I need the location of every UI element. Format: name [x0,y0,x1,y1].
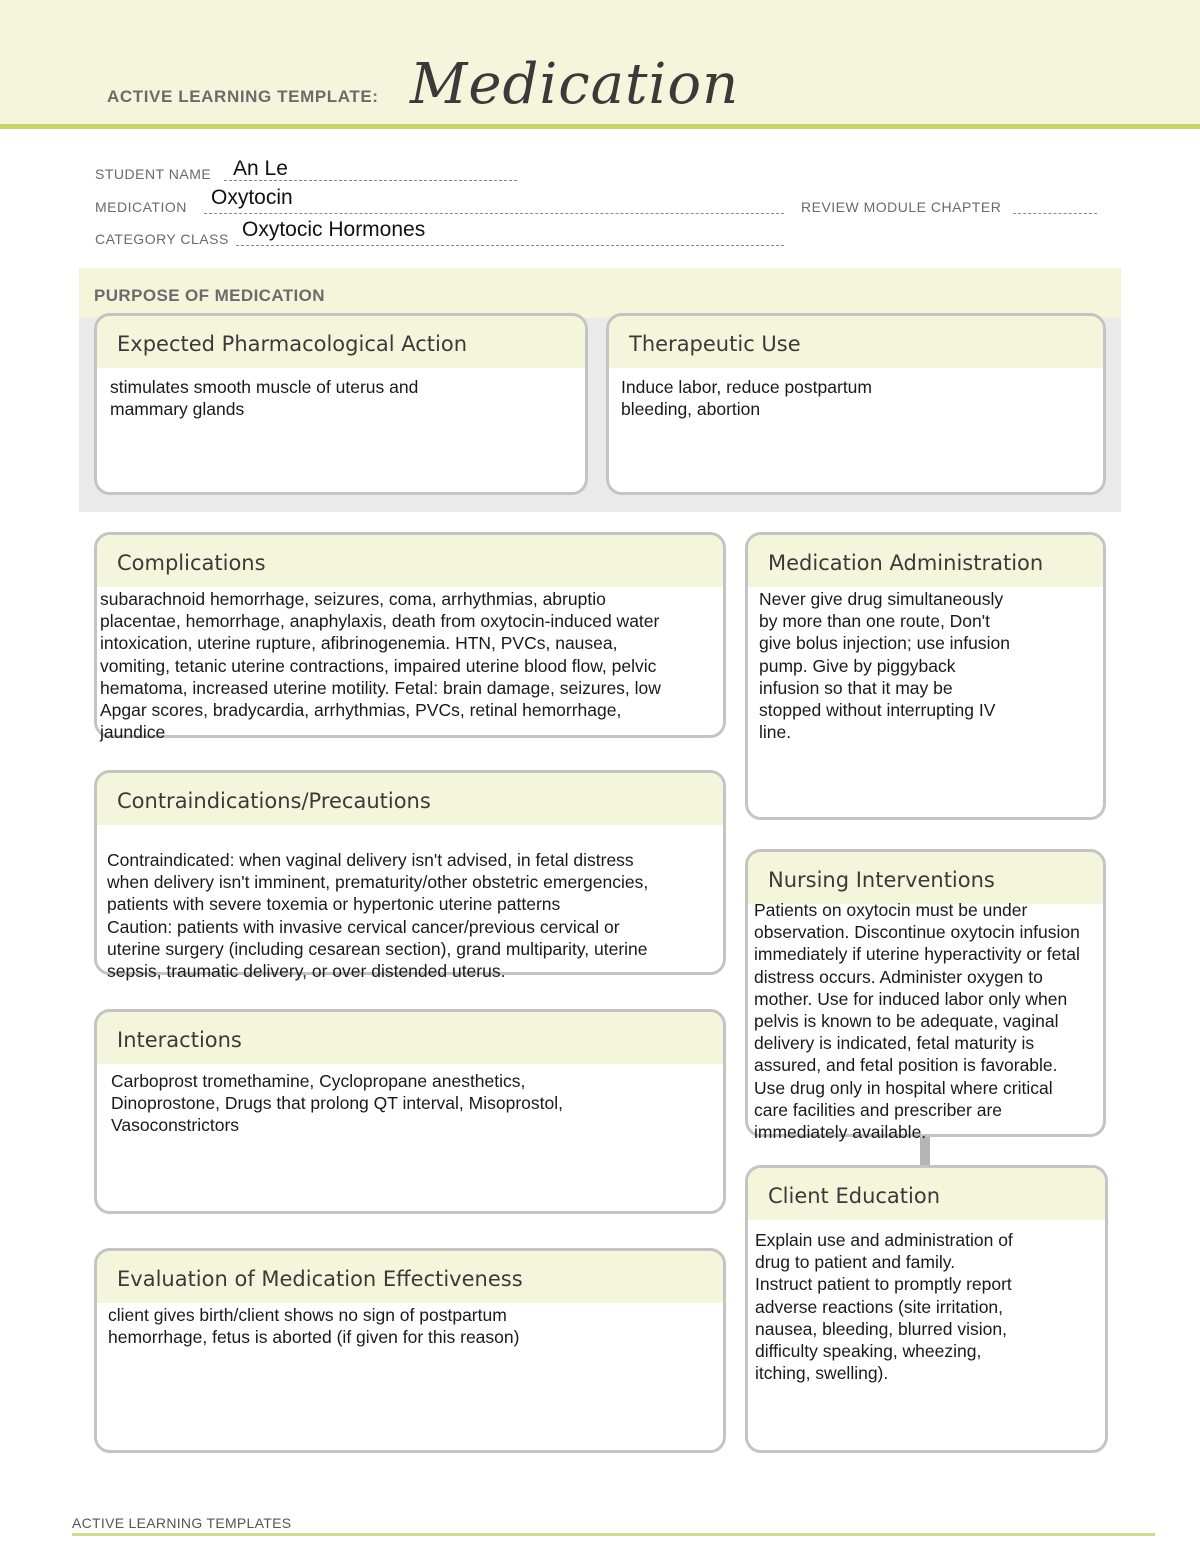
client-education-title: Client Education [768,1184,941,1208]
category-class-field[interactable]: Oxytocic Hormones [242,218,426,241]
expected-action-title: Expected Pharmacological Action [117,332,468,356]
medication-underline [204,213,784,214]
medication-administration-title: Medication Administration [768,551,1044,575]
nursing-interventions-title: Nursing Interventions [768,868,995,892]
interactions-title: Interactions [117,1028,242,1052]
evaluation-box [94,1248,726,1453]
evaluation-text[interactable]: client gives birth/client shows no sign of postpartum hemorrhage, fetus is aborted (if given for this reason) [108,1305,520,1348]
therapeutic-use-text[interactable]: Induce labor, reduce postpartum bleeding, abortion [621,377,872,420]
review-module-label: REVIEW MODULE CHAPTER [801,199,1002,215]
category-class-underline [236,245,784,246]
student-name-label: STUDENT NAME [95,166,212,182]
complications-text[interactable]: subarachnoid hemorrhage, seizures, coma, arrhythmias, abruptio placentae, hemorrhage, anaphylaxis, death from oxytocin-induced water intoxication, uterine rupture, afibrinogenemia. HTN, PVCs, nausea, vomiting, tetanic uterine contractions, impaired uterine blood flow, pelvic hematoma, increased uterine motility. Fetal: brain damage, seizures, low Apgar scores, bradycardia, arrhythmias, PVCs, retinal hemorrhage, jaundice [100,589,661,743]
review-module-field[interactable] [1013,213,1097,214]
template-label: ACTIVE LEARNING TEMPLATE: [107,87,379,106]
footer-label: ACTIVE LEARNING TEMPLATES [72,1515,292,1531]
student-name-field[interactable]: An Le [233,157,288,180]
therapeutic-use-title: Therapeutic Use [629,332,801,356]
evaluation-title: Evaluation of Medication Effectiveness [117,1267,523,1291]
footer-divider [72,1533,1155,1536]
purpose-label: PURPOSE OF MEDICATION [94,286,325,305]
page-title: Medication [410,52,740,117]
interactions-text[interactable]: Carboprost tromethamine, Cyclopropane anesthetics, Dinoprostone, Drugs that prolong QT interval, Misoprostol, Vasoconstrictors [111,1071,563,1136]
medication-label: MEDICATION [95,199,187,215]
client-education-text[interactable]: Explain use and administration of drug to patient and family. Instruct patient to promptly report adverse reactions (site irritation, nausea, bleeding, blurred vision, difficulty speaking, wheezing, itching, swelling). [755,1230,1013,1384]
complications-title: Complications [117,551,266,575]
expected-action-text[interactable]: stimulates smooth muscle of uterus and mammary glands [110,377,419,420]
category-class-label: CATEGORY CLASS [95,231,229,247]
medication-administration-text[interactable]: Never give drug simultaneously by more than one route, Don't give bolus injection; use infusion pump. Give by piggyback infusion so that it may be stopped without interrupting IV line. [759,589,1010,743]
nursing-interventions-text[interactable]: Patients on oxytocin must be under observation. Discontinue oxytocin infusion immediately if uterine hyperactivity or fetal distress occurs. Administer oxygen to mother. Use for induced labor only when pelvis is known to be adequate, vaginal delivery is indicated, fetal maturity is assured, and fetal position is favorable. Use drug only in hospital where critical care facilities and prescriber are immediately available. [754,900,1080,1143]
medication-field[interactable]: Oxytocin [211,186,293,209]
contraindications-title: Contraindications/Precautions [117,789,431,813]
contraindications-text[interactable]: Contraindicated: when vaginal delivery isn't advised, in fetal distress when delivery isn't imminent, prematurity/other obstetric emergencies, patients with severe toxemia or hypertonic uterine patterns Caution: patients with invasive cervical cancer/previous cervical or uterine surgery (including cesarean section), grand multiparity, uterine sepsis, traumatic delivery, or over distended uterus. [107,850,649,982]
